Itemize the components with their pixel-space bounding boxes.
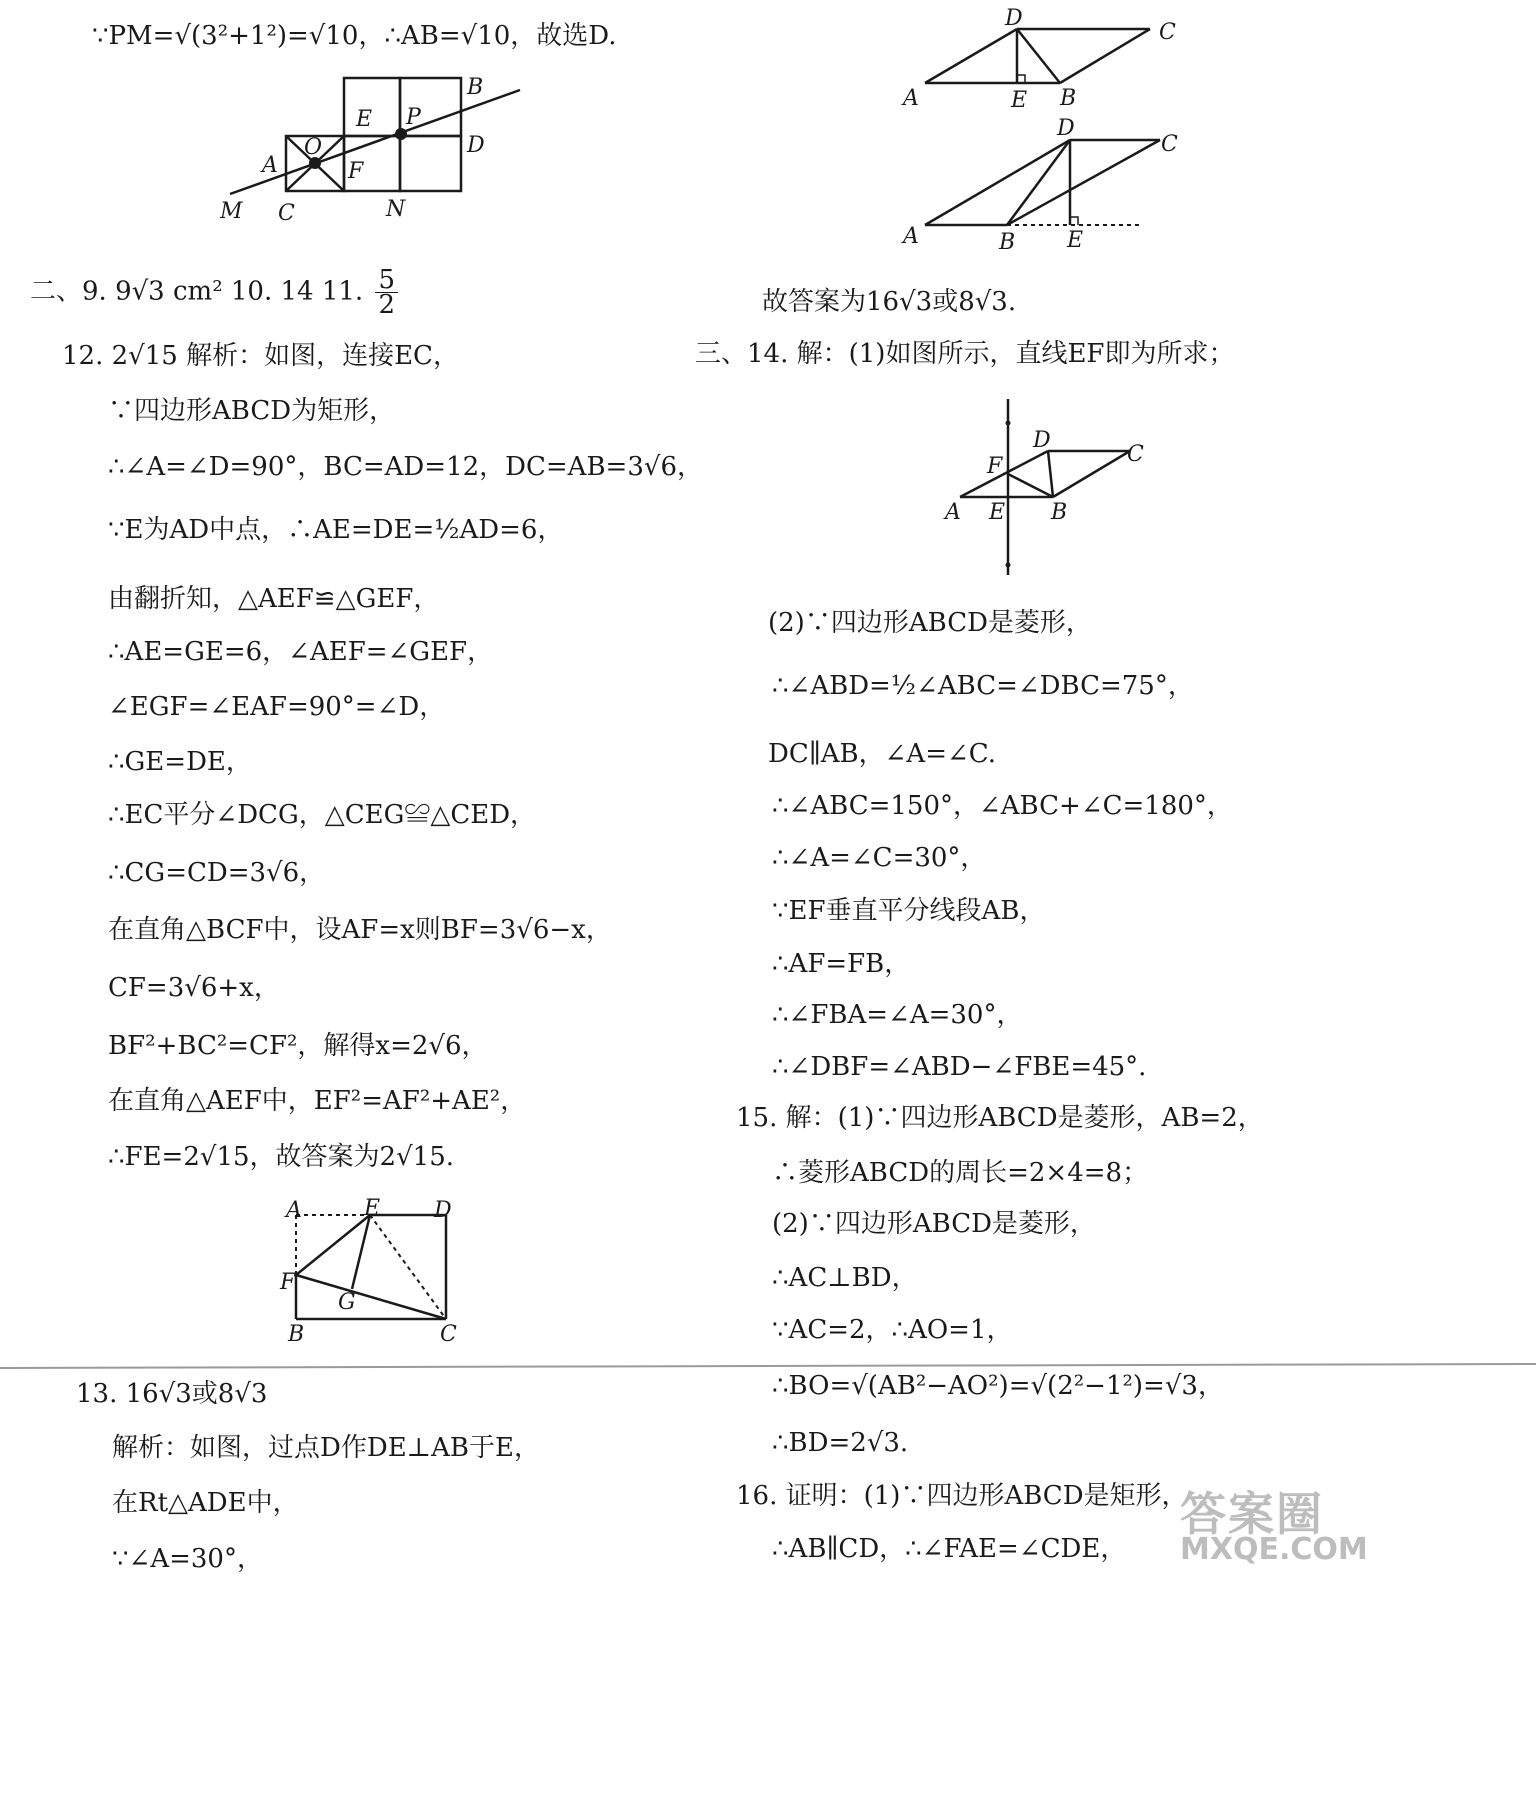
text-line: ∵E为AD中点，∴AE=DE=½AD=6， (108, 515, 564, 545)
fig1-label: F (348, 159, 364, 184)
text-line: ∴FE=2√15，故答案为2√15. (108, 1142, 454, 1172)
text-line: ∴CG=CD=3√6， (108, 858, 326, 888)
fig12-label: A (286, 1198, 302, 1223)
text-line: 故答案为16√3或8√3. (762, 287, 1017, 317)
text-line: CF=3√6+x， (108, 973, 280, 1003)
text-line: ∵∠A=30°， (112, 1544, 263, 1574)
text-line: (2)∵四边形ABCD是菱形， (772, 1209, 1096, 1239)
fig14-label: E (989, 500, 1006, 525)
text-line: ∴AC⊥BD， (772, 1263, 918, 1293)
q14-header: 三、14. 解：(1)如图所示，直线EF即为所求； (695, 339, 1235, 369)
figure-line-grid (220, 70, 540, 230)
fig13b-label: E (1067, 228, 1084, 253)
fig13a-label: D (1005, 6, 1023, 31)
fig13b-label: C (1161, 132, 1178, 157)
divider (0, 1363, 1536, 1369)
fig13a-label: A (903, 86, 919, 111)
fig12-label: D (434, 1198, 452, 1223)
text-line: (2)∵四边形ABCD是菱形， (768, 608, 1092, 638)
text-line: ∠EGF=∠EAF=90°=∠D， (108, 692, 446, 722)
fig12-label: F (280, 1270, 296, 1295)
fig14-label: A (945, 500, 961, 525)
text-line: ∴∠ABC=150°，∠ABC+∠C=180°， (772, 791, 1233, 821)
fig1-label: D (467, 133, 485, 158)
fig13a-label: E (1011, 88, 1028, 113)
q15-header: 15. 解：(1)∵四边形ABCD是菱形，AB=2， (736, 1103, 1264, 1133)
fig12-label: G (338, 1290, 356, 1315)
text-line: ∵AC=2，∴AO=1， (772, 1315, 1013, 1345)
figure-perpendicular-bisector (935, 395, 1165, 580)
text-line: ∴∠A=∠D=90°，BC=AD=12，DC=AB=3√6， (108, 452, 703, 482)
watermark-logo: 答案圈 (1180, 1487, 1324, 1541)
text-line: ∴∠DBF=∠ABD−∠FBE=45°. (772, 1052, 1147, 1082)
text-line: ∴AF=FB， (772, 949, 911, 979)
fig13b-label: A (903, 224, 919, 249)
q12-header: 12. 2√15 解析：如图，连接EC， (62, 341, 459, 371)
text-line: 解析：如图，过点D作DE⊥AB于E， (112, 1433, 540, 1463)
text-line: BF²+BC²=CF²，解得x=2√6， (108, 1031, 488, 1061)
text-line: ∴∠FBA=∠A=30°， (772, 1000, 1023, 1030)
fig14-label: B (1051, 500, 1068, 525)
text-line: ∴∠A=∠C=30°， (772, 843, 987, 873)
figure-parallelogram-2 (895, 115, 1205, 255)
fig13b-label: B (999, 230, 1016, 255)
fig1-label: B (467, 75, 484, 100)
text-line: 在直角△AEF中，EF²=AF²+AE²， (108, 1086, 527, 1116)
figure-parallelogram-1 (895, 5, 1205, 115)
watermark-site: MXQE.COM (1180, 1532, 1368, 1567)
fig1-label: O (304, 135, 323, 160)
fig1-label: E (356, 107, 373, 132)
text-line: 在直角△BCF中，设AF=x则BF=3√6−x， (108, 915, 612, 945)
text-line: ∴BO=√(AB²−AO²)=√(2²−1²)=√3， (772, 1371, 1224, 1401)
fig13a-label: C (1159, 20, 1176, 45)
fig14-label: F (987, 454, 1003, 479)
fig1-label: N (386, 197, 406, 222)
q16-header: 16. 证明：(1)∵四边形ABCD是矩形， (736, 1481, 1188, 1511)
fig13a-label: B (1060, 86, 1077, 111)
fig13b-label: D (1057, 116, 1075, 141)
text-line: ∴菱形ABCD的周长=2×4=8； (772, 1158, 1149, 1188)
text-line: 在Rt△ADE中， (112, 1488, 299, 1518)
text-line: ∴AE=GE=6，∠AEF=∠GEF， (108, 637, 494, 667)
text-line: ∵PM=√(3²+1²)=√10，∴AB=√10，故选D. (92, 21, 617, 51)
text-line: ∴GE=DE， (108, 747, 252, 777)
fraction: $\frac{5}{2}$ (375, 268, 398, 317)
fig1-label: P (406, 105, 421, 130)
fig12-label: C (440, 1322, 457, 1345)
text-line: ∴BD=2√3. (772, 1428, 909, 1458)
fig1-label: C (278, 201, 295, 226)
fig12-label: B (288, 1322, 305, 1345)
section-2-answers: 二、9. 9√3 cm² 10. 14 11. $\frac{5}{2}$ (30, 268, 398, 317)
text-line: DC∥AB，∠A=∠C. (768, 739, 996, 769)
text-line: ∵EF垂直平分线段AB， (772, 896, 1046, 926)
q13-header: 13. 16√3或8√3 (76, 1379, 268, 1409)
fig1-label: A (262, 153, 278, 178)
fig1-label: M (220, 199, 243, 224)
fig12-label: E (364, 1196, 381, 1221)
text-line: 由翻折知，△AEF≌△GEF， (108, 584, 440, 614)
text-line: ∴EC平分∠DCG，△CEG≌△CED， (108, 800, 537, 830)
figure-rectangle-fold (270, 1195, 470, 1345)
text-line: ∵四边形ABCD为矩形， (108, 396, 396, 426)
text-line: ∴∠ABD=½∠ABC=∠DBC=75°， (772, 671, 1194, 701)
fig14-label: D (1033, 428, 1051, 453)
fig14-label: C (1127, 442, 1144, 467)
text-line: ∴AB∥CD，∴∠FAE=∠CDE， (772, 1534, 1127, 1564)
